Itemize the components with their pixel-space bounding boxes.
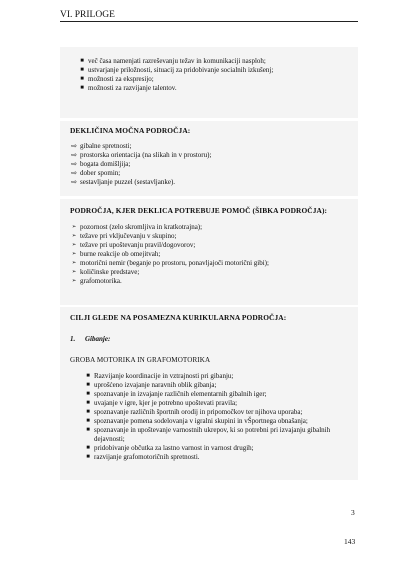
list-item: ⇨ gibalne spretnosti; — [71, 142, 132, 150]
group-title: GROBA MOTORIKA IN GRAFOMOTORIKA — [70, 356, 211, 364]
list-item: ⇨ bogata domišljija; — [71, 160, 131, 168]
list-item: ⇨ prostorska orientacija (na slikah in v prostoru); — [71, 151, 212, 159]
square-bullet-icon: ■ — [86, 382, 90, 388]
triangle-bullet-icon: ➢ — [71, 278, 77, 284]
list-item: ■ ustvarjanje priložnosti, situacij za pridobivanje socialnih izkušenj; — [78, 66, 354, 75]
arrow-bullet-icon: ⇨ — [71, 169, 77, 177]
goals-heading: CILJI GLEDE NA POSAMEZNA KURIKULARNA PODROČJA: — [70, 313, 287, 322]
square-bullet-icon: ■ — [86, 445, 90, 451]
list-item: ■ več časa namenjati razreševanju težav in komunikaciji nasploh; — [78, 57, 354, 66]
weaknesses-list — [70, 223, 354, 286]
inner-page-number: 3 — [351, 508, 355, 517]
list-item: ■ uvajanje v igre, kjer je potrebno upoštevati pravila; — [84, 399, 354, 408]
list-item: ■ spoznavanje in upoštevanje varnostnih ukrepov, ki so potrebni pri izvajanju gibalnih dejavnosti; — [84, 426, 354, 444]
square-bullet-icon: ■ — [80, 76, 84, 82]
triangle-bullet-icon: ➢ — [71, 260, 77, 266]
list-item: ➢ grafomotorika. — [71, 277, 122, 285]
list-item: ➢ težave pri upoštevanju pravil/dogovorov; — [71, 241, 196, 249]
list-item: ■ možnosti za ekspresijo; — [78, 75, 354, 84]
triangle-bullet-icon: ➢ — [71, 233, 77, 239]
list-item: ■ spoznavanje pomena sodelovanja v igralni skupini in vŠportnega obnašanja; — [84, 417, 354, 426]
list-item: ➢ količinske predstave; — [71, 268, 140, 276]
list-item: ⇨ dober spomin; — [71, 169, 121, 177]
square-bullet-icon: ■ — [86, 373, 90, 379]
square-bullet-icon: ■ — [86, 409, 90, 415]
intro-list — [78, 57, 354, 93]
weaknesses-heading: PODROČJA, KJER DEKLICA POTREBUJE POMOČ (ŠIBKA PODROČJA): — [70, 206, 328, 215]
arrow-bullet-icon: ⇨ — [71, 151, 77, 159]
subsection-title: 1. Gibanje: — [70, 335, 111, 343]
list-item: ⇨ sestavljanje puzzel (sestavljanke). — [71, 178, 176, 186]
list-item: ■ uprošćeno izvajanje naravnih oblik gibanja; — [84, 381, 354, 390]
list-item: ■ spoznavanje različnih športnih orodij in pripomočkov ter njihova uporaba; — [84, 408, 354, 417]
square-bullet-icon: ■ — [86, 427, 90, 433]
triangle-bullet-icon: ➢ — [71, 251, 77, 257]
outer-page-number: 143 — [344, 537, 356, 546]
strengths-list — [70, 142, 354, 187]
list-item: ■ pridobivanje občutka za lastno varnost in varnost drugih; — [84, 444, 354, 453]
square-bullet-icon: ■ — [86, 454, 90, 460]
triangle-bullet-icon: ➢ — [71, 269, 77, 275]
intro-section — [70, 57, 354, 93]
weaknesses-section — [70, 206, 354, 286]
arrow-bullet-icon: ⇨ — [71, 178, 77, 186]
triangle-bullet-icon: ➢ — [71, 242, 77, 248]
list-item: ➢ burne reakcije ob omejitvah; — [71, 250, 161, 258]
strengths-heading: DEKLIČINA MOČNA PODROČJA: — [70, 126, 191, 135]
arrow-bullet-icon: ⇨ — [71, 160, 77, 168]
square-bullet-icon: ■ — [86, 391, 90, 397]
list-item: ■ Razvijanje koordinacije in vztrajnosti pri gibanju; — [84, 372, 354, 381]
list-item: ➢ težave pri vključevanju v skupino; — [71, 232, 177, 240]
list-item: ■ razvijanje grafomotoričnih spretnosti. — [84, 453, 354, 462]
strengths-section — [70, 126, 354, 187]
square-bullet-icon: ■ — [86, 400, 90, 406]
goals-section — [70, 313, 354, 462]
square-bullet-icon: ■ — [80, 85, 84, 91]
page-header: VI. PRILOGE — [60, 10, 115, 20]
square-bullet-icon: ■ — [86, 418, 90, 424]
list-item: ■ spoznavanje in izvajanje različnih elementarnih gibalnih iger; — [84, 390, 354, 399]
square-bullet-icon: ■ — [80, 67, 84, 73]
list-item: ➢ pozornost (zelo skromljiva in kratkotrajna); — [71, 223, 203, 231]
list-item: ➢ motorični nemir (beganje po prostoru, ponavljajoči motorični gibi); — [71, 259, 269, 267]
list-item: ■ možnosti za razvijanje talentov. — [78, 84, 354, 93]
goals-list — [84, 372, 354, 462]
square-bullet-icon: ■ — [80, 58, 84, 64]
triangle-bullet-icon: ➢ — [71, 224, 77, 230]
arrow-bullet-icon: ⇨ — [71, 142, 77, 150]
